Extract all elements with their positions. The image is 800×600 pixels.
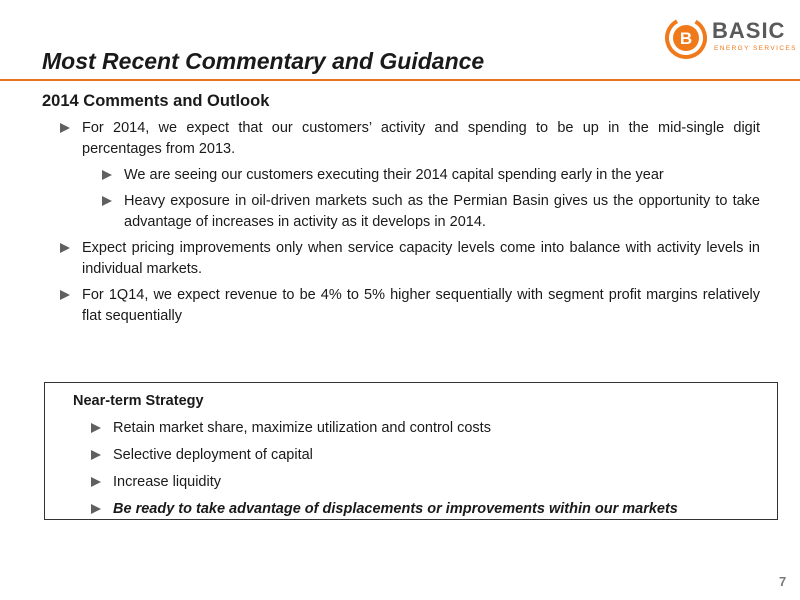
strategy-list [91, 418, 771, 526]
bullet-arrow-icon [102, 170, 112, 180]
strategy-box [44, 382, 778, 520]
bullet-item [60, 118, 760, 160]
strategy-text-emphasis: Be ready to take advantage of displacements or improvements within our markets [113, 501, 678, 517]
bullet-arrow-icon [91, 423, 101, 433]
logo-tagline: ENERGY SERVICES [714, 45, 797, 52]
strategy-item [91, 445, 771, 465]
bullet-arrow-icon [60, 290, 70, 300]
bullet-text: For 1Q14, we expect revenue to be 4% to 5% higher sequentially with segment profit margins relatively flat sequentially [82, 287, 760, 324]
sub-bullet-item [102, 165, 760, 186]
sub-bullet-item [102, 191, 760, 233]
logo-emblem-icon [664, 16, 708, 60]
title-divider [0, 79, 800, 81]
bullet-text: For 2014, we expect that our customers’ activity and spending to be up in the mid-single digit percentages from 2013. [82, 120, 760, 157]
bullet-arrow-icon [102, 196, 112, 206]
strategy-item [91, 472, 771, 492]
company-logo [664, 16, 797, 60]
page-title: Most Recent Commentary and Guidance [42, 48, 485, 74]
page-number: 7 [779, 574, 787, 589]
bullet-arrow-icon [91, 450, 101, 460]
outlook-bullet-list [60, 118, 760, 332]
bullet-text: We are seeing our customers executing their 2014 capital spending early in the year [124, 167, 664, 183]
strategy-title: Near-term Strategy [73, 393, 204, 409]
bullet-text: Expect pricing improvements only when service capacity levels come into balance with activity levels in individual markets. [82, 240, 760, 277]
bullet-arrow-icon [91, 504, 101, 514]
logo-wordmark: BASIC [712, 18, 786, 43]
logo-letter: B [679, 29, 693, 48]
bullet-text: Heavy exposure in oil-driven markets such as the Permian Basin gives us the opportunity to take advantage of increases in activity as it develops in 2014. [124, 193, 760, 230]
strategy-item [91, 499, 771, 519]
strategy-text: Selective deployment of capital [113, 447, 313, 463]
strategy-item [91, 418, 771, 438]
bullet-arrow-icon [60, 243, 70, 253]
bullet-item [60, 285, 760, 327]
bullet-item [60, 238, 760, 280]
bullet-arrow-icon [91, 477, 101, 487]
strategy-text: Increase liquidity [113, 474, 221, 490]
section-heading: 2014 Comments and Outlook [42, 92, 270, 110]
bullet-arrow-icon [60, 123, 70, 133]
strategy-text: Retain market share, maximize utilization and control costs [113, 420, 491, 436]
